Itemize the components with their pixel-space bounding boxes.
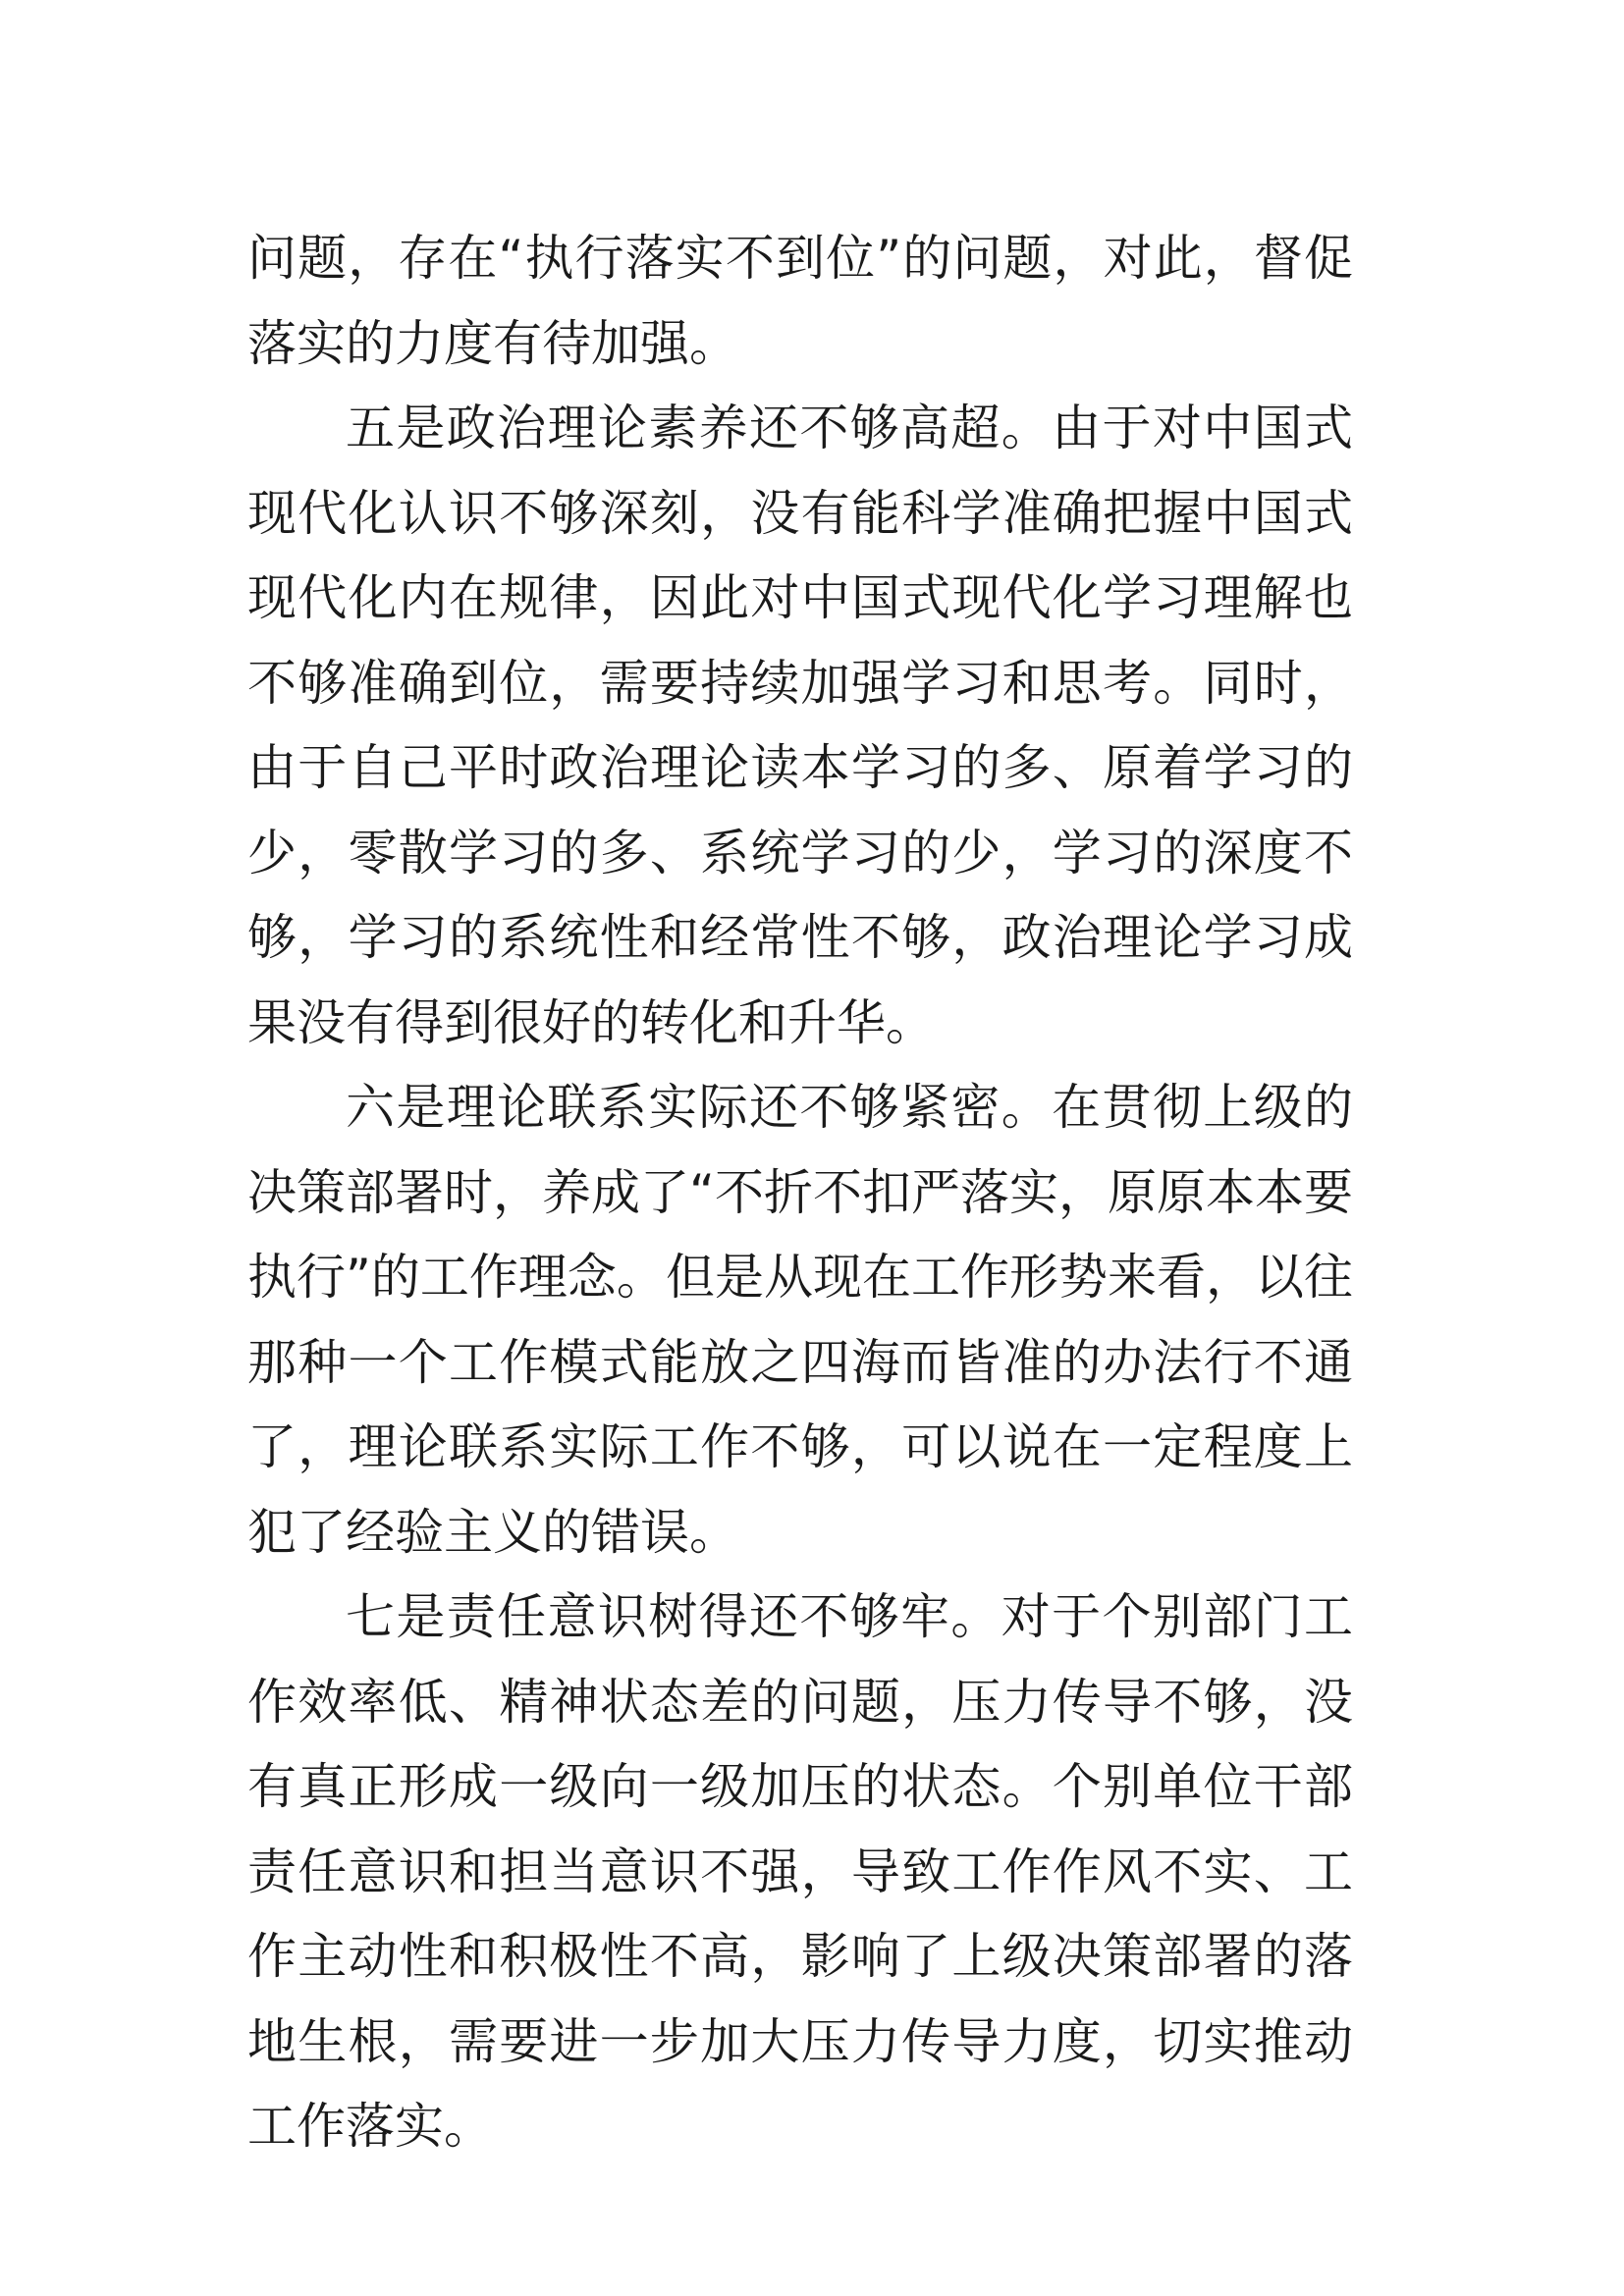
paragraph-point-seven: 七是责任意识树得还不够牢。对于个别部门工作效率低、精神状态差的问题，压力传导不够，没有真正形成一级向一级加压的状态。个别单位干部责任意识和担当意识不强，导致工作作风不实、工作主动性和积极性不高，影响了上级决策部署的落地生根，需要进一步加大压力传导力度，切实推动工作落实。	[247, 1588, 1353, 2155]
paragraph-continuation: 问题，存在“执行落实不到位”的问题，对此，督促落实的力度有待加强。	[247, 230, 1353, 372]
paragraph-point-five: 五是政治理论素养还不够高超。由于对中国式现代化认识不够深刻，没有能科学准确把握中国式现代化内在规律，因此对中国式现代化学习理解也不够准确到位，需要持续加强学习和思考。同时，由于自己平时政治理论读本学习的多、原着学习的少，零散学习的多、系统学习的少，学习的深度不够，学习的系统性和经常性不够，政治理论学习成果没有得到很好的转化和升华。	[247, 400, 1353, 1051]
document-body	[247, 216, 1353, 2169]
paragraph-point-six: 六是理论联系实际还不够紧密。在贯彻上级的决策部署时，养成了“不折不扣严落实，原原本本要执行”的工作理念。但是从现在工作形势来看，以往那种一个工作模式能放之四海而皆准的办法行不通了，理论联系实际工作不够，可以说在一定程度上犯了经验主义的错误。	[247, 1079, 1353, 1561]
